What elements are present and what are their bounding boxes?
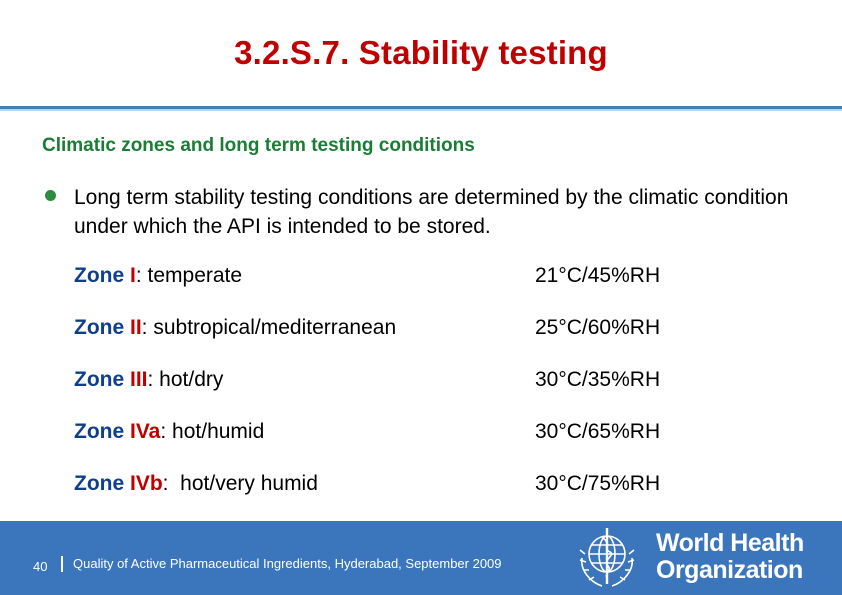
organization-name-line2: Organization <box>656 556 803 584</box>
zone-description: : hot/humid <box>160 420 265 443</box>
zone-label <box>74 472 318 496</box>
page-number: 40 <box>33 559 48 574</box>
zone-name: Zone IVb <box>74 472 163 495</box>
zone-number: II <box>130 316 142 339</box>
zone-description: : temperate <box>135 264 243 287</box>
zone-number: I <box>130 264 136 287</box>
zone-row-5 <box>74 472 774 502</box>
zone-label <box>74 368 223 392</box>
zone-label <box>74 420 264 444</box>
bullet-text: Long term stability testing conditions are determined by the climatic condition under which the API is intended to be stored. <box>74 186 789 238</box>
zone-name: Zone IVa <box>74 420 161 443</box>
zone-row-2 <box>74 316 774 346</box>
zone-number: IVa <box>130 420 161 443</box>
bullet-dot-icon <box>45 190 56 201</box>
footer-text: Quality of Active Pharmaceutical Ingredients, Hyderabad, September 2009 <box>73 556 502 571</box>
organization-name <box>656 530 836 584</box>
who-emblem-icon <box>572 524 642 592</box>
footer-separator <box>61 556 63 572</box>
zone-number: IVb <box>130 472 163 495</box>
zone-condition: 25°C/60%RH <box>535 316 661 339</box>
zone-description: : subtropical/mediterranean <box>141 316 397 339</box>
zone-row-3 <box>74 368 774 398</box>
zone-name: Zone II <box>74 316 142 339</box>
zone-row-1 <box>74 264 774 294</box>
section-subtitle: Climatic zones and long term testing conditions <box>42 135 475 156</box>
zone-condition: 30°C/65%RH <box>535 420 661 443</box>
zone-number: III <box>130 368 148 391</box>
zone-condition: 21°C/45%RH <box>535 264 661 287</box>
zone-label <box>74 264 242 288</box>
title-divider-shadow <box>0 109 842 111</box>
zone-description: : hot/dry <box>147 368 224 391</box>
zone-name: Zone I <box>74 264 136 287</box>
zone-condition: 30°C/35%RH <box>535 368 661 391</box>
organization-name-line1: World Health <box>656 529 804 557</box>
slide-title: 3.2.S.7. Stability testing <box>234 34 608 71</box>
zone-row-4 <box>74 420 774 450</box>
zone-description: : hot/very humid <box>162 472 318 495</box>
zone-label <box>74 316 396 340</box>
zone-condition: 30°C/75%RH <box>535 472 661 495</box>
footer-bar <box>0 521 842 595</box>
zone-name: Zone III <box>74 368 148 391</box>
